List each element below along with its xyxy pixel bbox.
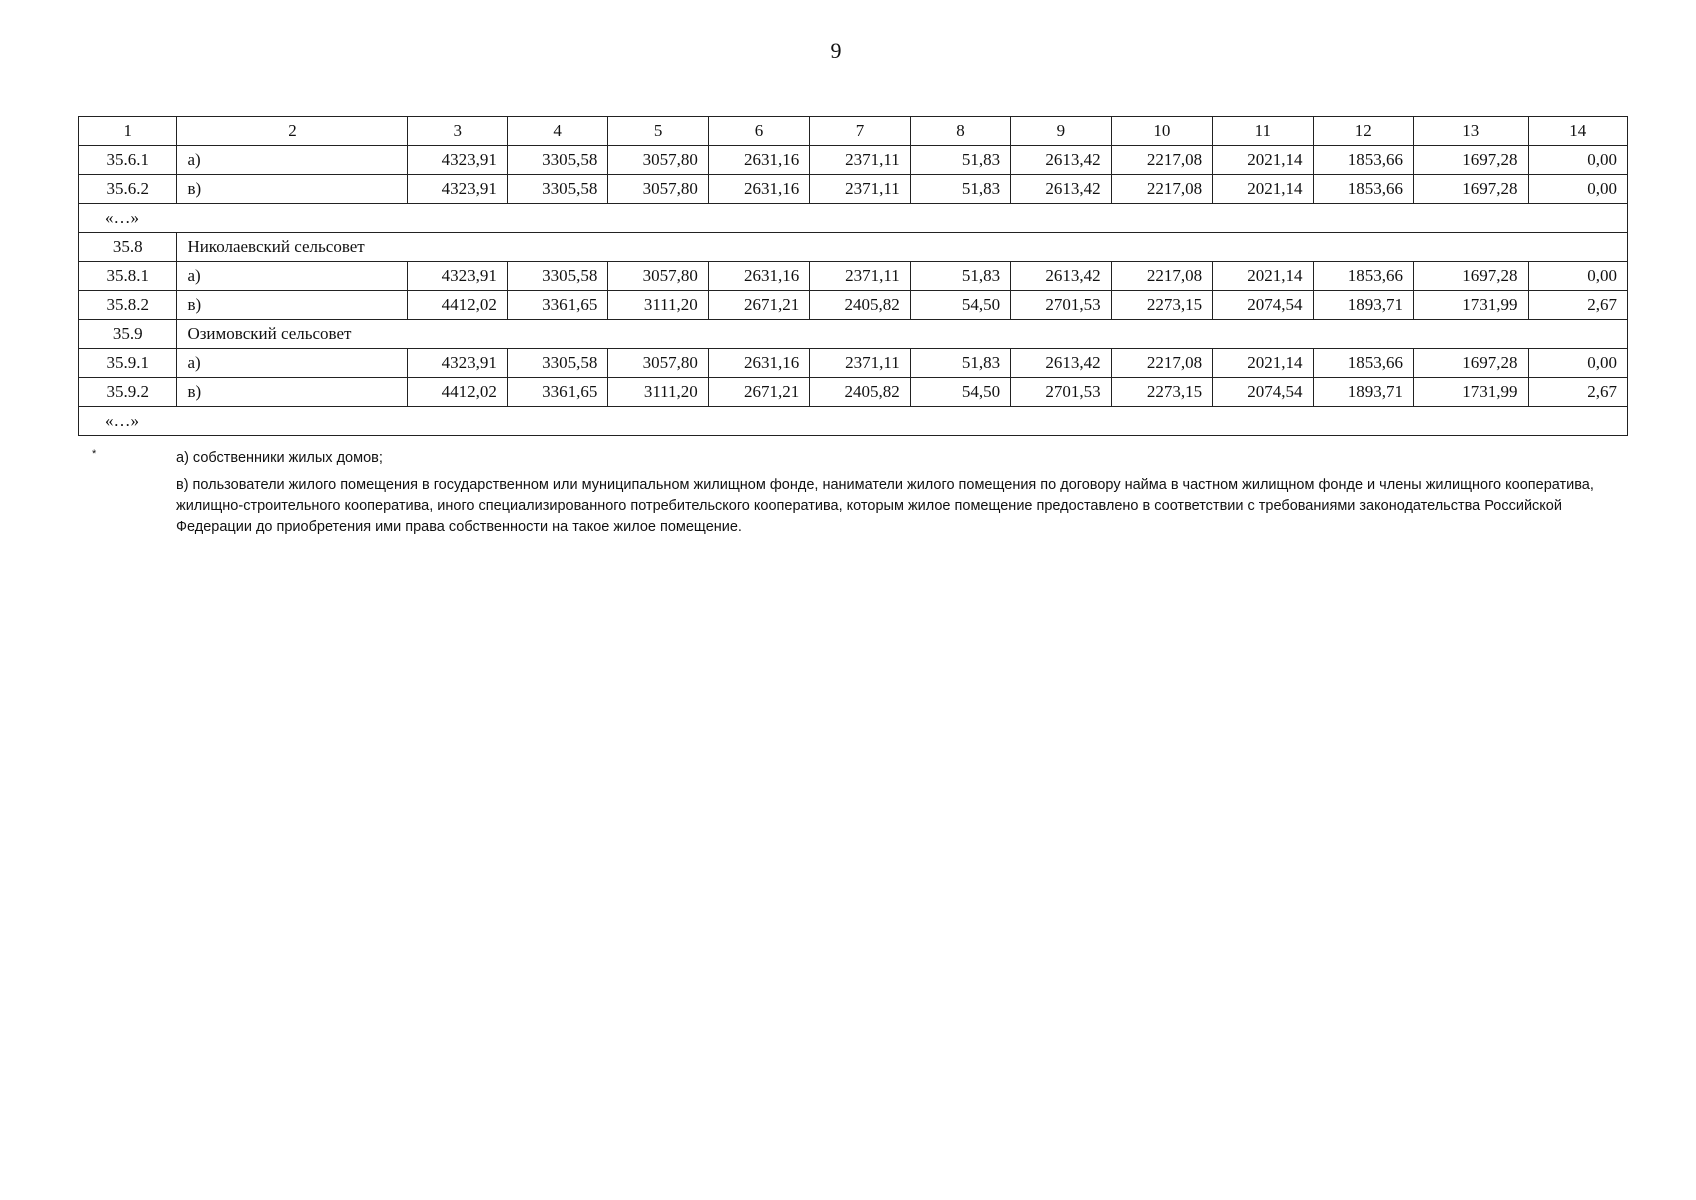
header-cell: 2	[177, 117, 408, 146]
table-row	[79, 291, 1628, 320]
table-row	[79, 175, 1628, 204]
value-cell: 1893,71	[1313, 378, 1413, 407]
header-cell: 12	[1313, 117, 1413, 146]
value-cell: 4323,91	[408, 175, 507, 204]
value-cell: 2631,16	[708, 262, 809, 291]
value-cell: 3111,20	[608, 291, 708, 320]
value-cell: 2021,14	[1213, 146, 1313, 175]
value-cell: 2671,21	[708, 291, 809, 320]
value-cell: 1731,99	[1413, 291, 1528, 320]
value-cell: 2701,53	[1011, 291, 1111, 320]
value-cell: 2074,54	[1213, 378, 1313, 407]
value-cell: 4323,91	[408, 146, 507, 175]
value-cell: 1853,66	[1313, 175, 1413, 204]
value-cell: 2371,11	[810, 349, 910, 378]
value-cell: 3111,20	[608, 378, 708, 407]
value-cell: 51,83	[910, 349, 1010, 378]
value-cell: 1893,71	[1313, 291, 1413, 320]
row-category: а)	[177, 349, 408, 378]
row-code: 35.9.2	[79, 378, 177, 407]
table-row	[79, 378, 1628, 407]
tariff-table	[78, 116, 1628, 436]
value-cell: 51,83	[910, 146, 1010, 175]
value-cell: 2273,15	[1111, 291, 1212, 320]
value-cell: 1853,66	[1313, 349, 1413, 378]
header-cell: 1	[79, 117, 177, 146]
value-cell: 3305,58	[507, 146, 607, 175]
value-cell: 4323,91	[408, 349, 507, 378]
header-cell: 8	[910, 117, 1010, 146]
header-cell: 10	[1111, 117, 1212, 146]
value-cell: 2273,15	[1111, 378, 1212, 407]
value-cell: 2,67	[1528, 291, 1628, 320]
footnote-marker: *	[92, 448, 97, 460]
value-cell: 2021,14	[1213, 175, 1313, 204]
value-cell: 0,00	[1528, 262, 1628, 291]
value-cell: 1697,28	[1413, 146, 1528, 175]
value-cell: 3305,58	[507, 262, 607, 291]
tariff-table-container	[78, 116, 1628, 436]
value-cell: 2631,16	[708, 146, 809, 175]
omission-row	[79, 204, 1628, 233]
footnote-v: в) пользователи жилого помещения в государственном или муниципальном жилищном фонде, наниматели жилого помещения по договору найма в частном жилищном фонде и члены жилищного кооператива, жилищно-строительного кооператива, иного специализированного потребительского кооператива, которым жилое помещение предоставлено в соответствии с требованиями законодательства Российской Федерации до приобретения ими права собственности на такое жилое помещение.	[176, 477, 1594, 535]
value-cell: 2217,08	[1111, 262, 1212, 291]
table-header-row	[79, 117, 1628, 146]
value-cell: 1731,99	[1413, 378, 1528, 407]
value-cell: 2701,53	[1011, 378, 1111, 407]
section-name: Николаевский сельсовет	[177, 233, 1628, 262]
value-cell: 51,83	[910, 175, 1010, 204]
omission-row	[79, 407, 1628, 436]
omission-mark: «…»	[79, 204, 1628, 233]
value-cell: 4412,02	[408, 378, 507, 407]
header-cell: 9	[1011, 117, 1111, 146]
row-category: а)	[177, 262, 408, 291]
value-cell: 3057,80	[608, 146, 708, 175]
value-cell: 3305,58	[507, 175, 607, 204]
value-cell: 3057,80	[608, 349, 708, 378]
value-cell: 3361,65	[507, 378, 607, 407]
value-cell: 0,00	[1528, 349, 1628, 378]
section-row	[79, 233, 1628, 262]
value-cell: 1853,66	[1313, 262, 1413, 291]
value-cell: 2631,16	[708, 175, 809, 204]
value-cell: 0,00	[1528, 175, 1628, 204]
value-cell: 1697,28	[1413, 175, 1528, 204]
value-cell: 2371,11	[810, 175, 910, 204]
row-category: в)	[177, 175, 408, 204]
header-cell: 5	[608, 117, 708, 146]
table-body	[79, 117, 1628, 436]
value-cell: 4412,02	[408, 291, 507, 320]
row-category: а)	[177, 146, 408, 175]
value-cell: 3057,80	[608, 175, 708, 204]
value-cell: 4323,91	[408, 262, 507, 291]
value-cell: 2613,42	[1011, 262, 1111, 291]
value-cell: 2074,54	[1213, 291, 1313, 320]
omission-mark: «…»	[79, 407, 1628, 436]
header-cell: 13	[1413, 117, 1528, 146]
table-row	[79, 146, 1628, 175]
row-code: 35.8.2	[79, 291, 177, 320]
value-cell: 2671,21	[708, 378, 809, 407]
value-cell: 2,67	[1528, 378, 1628, 407]
value-cell: 2021,14	[1213, 262, 1313, 291]
value-cell: 2217,08	[1111, 146, 1212, 175]
table-row	[79, 349, 1628, 378]
value-cell: 2371,11	[810, 262, 910, 291]
value-cell: 54,50	[910, 378, 1010, 407]
value-cell: 1697,28	[1413, 349, 1528, 378]
section-name: Озимовский сельсовет	[177, 320, 1628, 349]
header-cell: 7	[810, 117, 910, 146]
header-cell: 11	[1213, 117, 1313, 146]
section-code: 35.8	[79, 233, 177, 262]
row-code: 35.8.1	[79, 262, 177, 291]
value-cell: 3057,80	[608, 262, 708, 291]
value-cell: 2371,11	[810, 146, 910, 175]
value-cell: 2613,42	[1011, 175, 1111, 204]
row-code: 35.6.1	[79, 146, 177, 175]
value-cell: 2631,16	[708, 349, 809, 378]
value-cell: 2613,42	[1011, 146, 1111, 175]
row-category: в)	[177, 291, 408, 320]
header-cell: 4	[507, 117, 607, 146]
row-code: 35.6.2	[79, 175, 177, 204]
value-cell: 2405,82	[810, 291, 910, 320]
row-category: в)	[177, 378, 408, 407]
section-row	[79, 320, 1628, 349]
footnote-a: а) собственники жилых домов;	[176, 450, 383, 466]
header-cell: 14	[1528, 117, 1628, 146]
value-cell: 1697,28	[1413, 262, 1528, 291]
page-number: 9	[830, 38, 842, 63]
value-cell: 51,83	[910, 262, 1010, 291]
value-cell: 3305,58	[507, 349, 607, 378]
footnotes	[78, 448, 1634, 538]
value-cell: 2217,08	[1111, 349, 1212, 378]
header-cell: 3	[408, 117, 507, 146]
header-cell: 6	[708, 117, 809, 146]
value-cell: 2613,42	[1011, 349, 1111, 378]
section-code: 35.9	[79, 320, 177, 349]
value-cell: 2405,82	[810, 378, 910, 407]
value-cell: 1853,66	[1313, 146, 1413, 175]
value-cell: 3361,65	[507, 291, 607, 320]
value-cell: 2021,14	[1213, 349, 1313, 378]
row-code: 35.9.1	[79, 349, 177, 378]
table-row	[79, 262, 1628, 291]
value-cell: 0,00	[1528, 146, 1628, 175]
value-cell: 2217,08	[1111, 175, 1212, 204]
value-cell: 54,50	[910, 291, 1010, 320]
